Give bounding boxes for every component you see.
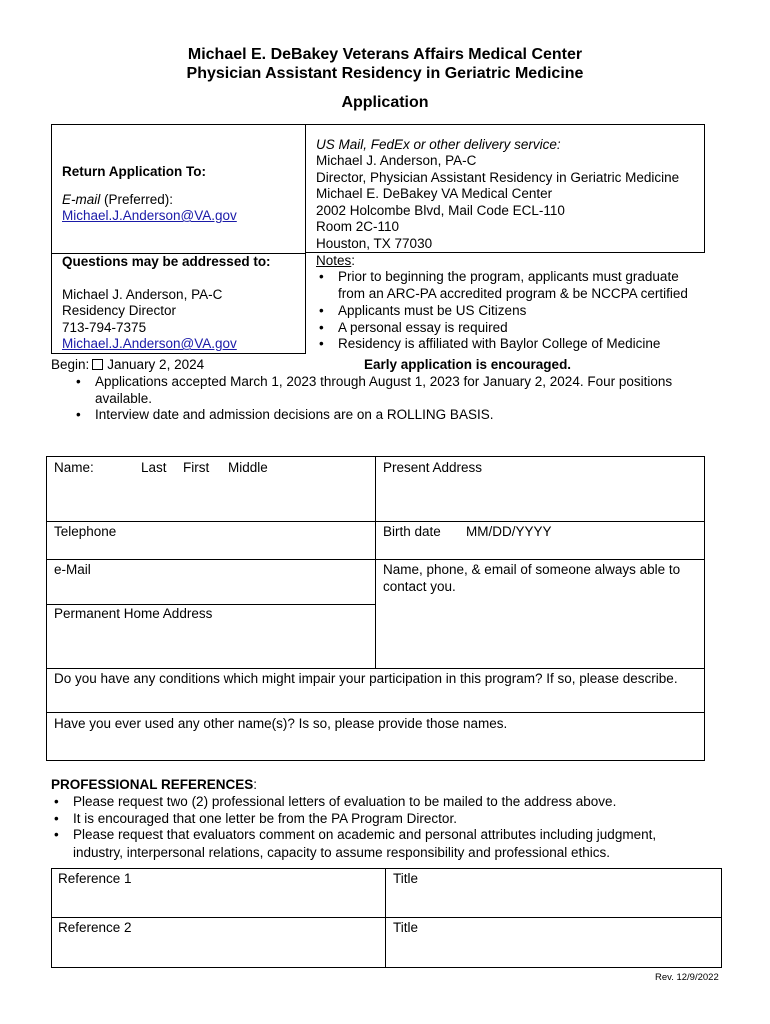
notes-list <box>316 269 679 286</box>
references-list <box>51 794 656 844</box>
mail-line: Director, Physician Assistant Residency in Geriatric Medicine <box>316 170 680 185</box>
director-name: Michael J. Anderson, PA-C <box>62 287 223 302</box>
reference-instruction: • Please request that evaluators comment on academic and personal attributes including judgment, <box>51 827 656 844</box>
director-phone: 713-794-7375 <box>62 320 147 335</box>
revision-date: Rev. 12/9/2022 <box>655 972 719 983</box>
present-address-field[interactable] <box>376 477 704 521</box>
birth-date-format: MM/DD/YYYY <box>466 524 552 539</box>
begin-bullets <box>73 374 672 391</box>
mail-line: Houston, TX 77030 <box>316 236 433 251</box>
name-last-label: Last <box>141 460 167 475</box>
note-item: • A personal essay is required <box>316 320 660 337</box>
name-first-label: First <box>183 460 210 475</box>
reference-1-title-label: Title <box>393 871 419 886</box>
email-field-label: e-Mail <box>54 562 91 577</box>
begin-date: January 2, 2024 <box>107 357 205 372</box>
reference-1-label: Reference 1 <box>58 871 132 886</box>
questions-label: Questions may be addressed to: <box>62 254 271 269</box>
reference-instruction: • Please request two (2) professional letters of evaluation to be mailed to the address above. <box>51 794 656 811</box>
permanent-address-label: Permanent Home Address <box>54 606 213 621</box>
birth-date-label: Birth date <box>383 524 441 539</box>
director-email-link[interactable]: Michael.J.Anderson@VA.gov <box>62 336 237 351</box>
references-heading: PROFESSIONAL REFERENCES: <box>51 777 258 792</box>
present-address-label: Present Address <box>383 460 483 475</box>
permanent-address-field[interactable] <box>47 623 375 667</box>
reference-instruction-cont: industry, interpersonal relations, capacity to assume responsibility and professional ethics. <box>73 845 611 860</box>
mail-line: Room 2C-110 <box>316 219 400 234</box>
reference-2-label: Reference 2 <box>58 920 132 935</box>
mail-line: 2002 Holcombe Blvd, Mail Code ECL-110 <box>316 203 565 218</box>
mail-line: Michael J. Anderson, PA-C <box>316 153 477 168</box>
emergency-contact-label-cont: contact you. <box>383 579 456 594</box>
begin-checkbox[interactable] <box>92 359 103 370</box>
name-middle-label: Middle <box>228 460 268 475</box>
name-label: Name: <box>54 460 94 475</box>
notes-label: Notes: <box>316 253 356 268</box>
begin-bullet: • Interview date and admission decisions are on a ROLLING BASIS. <box>73 407 493 424</box>
header-line-2: Physician Assistant Residency in Geriatric Medicine <box>186 65 584 82</box>
begin-bullet: • Applications accepted March 1, 2023 through August 1, 2023 for January 2, 2024. Four positions <box>73 374 672 391</box>
reference-2-title-label: Title <box>393 920 419 935</box>
telephone-label: Telephone <box>54 524 117 539</box>
name-field[interactable] <box>47 477 375 521</box>
reference-instruction: • It is encouraged that one letter be from the PA Program Director. <box>51 811 656 828</box>
early-application: Early application is encouraged. <box>364 357 572 372</box>
mail-line: Michael E. DeBakey VA Medical Center <box>316 186 553 201</box>
note-item: • Applicants must be US Citizens <box>316 303 660 320</box>
note-item: • Prior to beginning the program, applicants must graduate <box>316 269 679 286</box>
email-link[interactable]: Michael.J.Anderson@VA.gov <box>62 208 237 223</box>
conditions-question: Do you have any conditions which might impair your participation in this program? If so, please describe. <box>54 671 678 686</box>
note-item: • Residency is affiliated with Baylor College of Medicine <box>316 336 660 353</box>
director-title: Residency Director <box>62 303 177 318</box>
emergency-contact-label: Name, phone, & email of someone always able to <box>383 562 681 577</box>
note-item-cont: from an ARC-PA accredited program & be NCCPA certified <box>338 286 688 301</box>
begin-bullet-cont: available. <box>95 391 153 406</box>
header-line-1: Michael E. DeBakey Veterans Affairs Medical Center <box>187 46 583 63</box>
other-names-question: Have you ever used any other name(s)? Is so, please provide those names. <box>54 716 508 731</box>
header-application: Application <box>341 94 429 111</box>
return-label: Return Application To: <box>62 164 206 179</box>
email-label: E-mail (Preferred): <box>62 192 174 207</box>
mail-label: US Mail, FedEx or other delivery service: <box>316 137 561 152</box>
begin-line: Begin: January 2, 2024 <box>51 357 205 372</box>
